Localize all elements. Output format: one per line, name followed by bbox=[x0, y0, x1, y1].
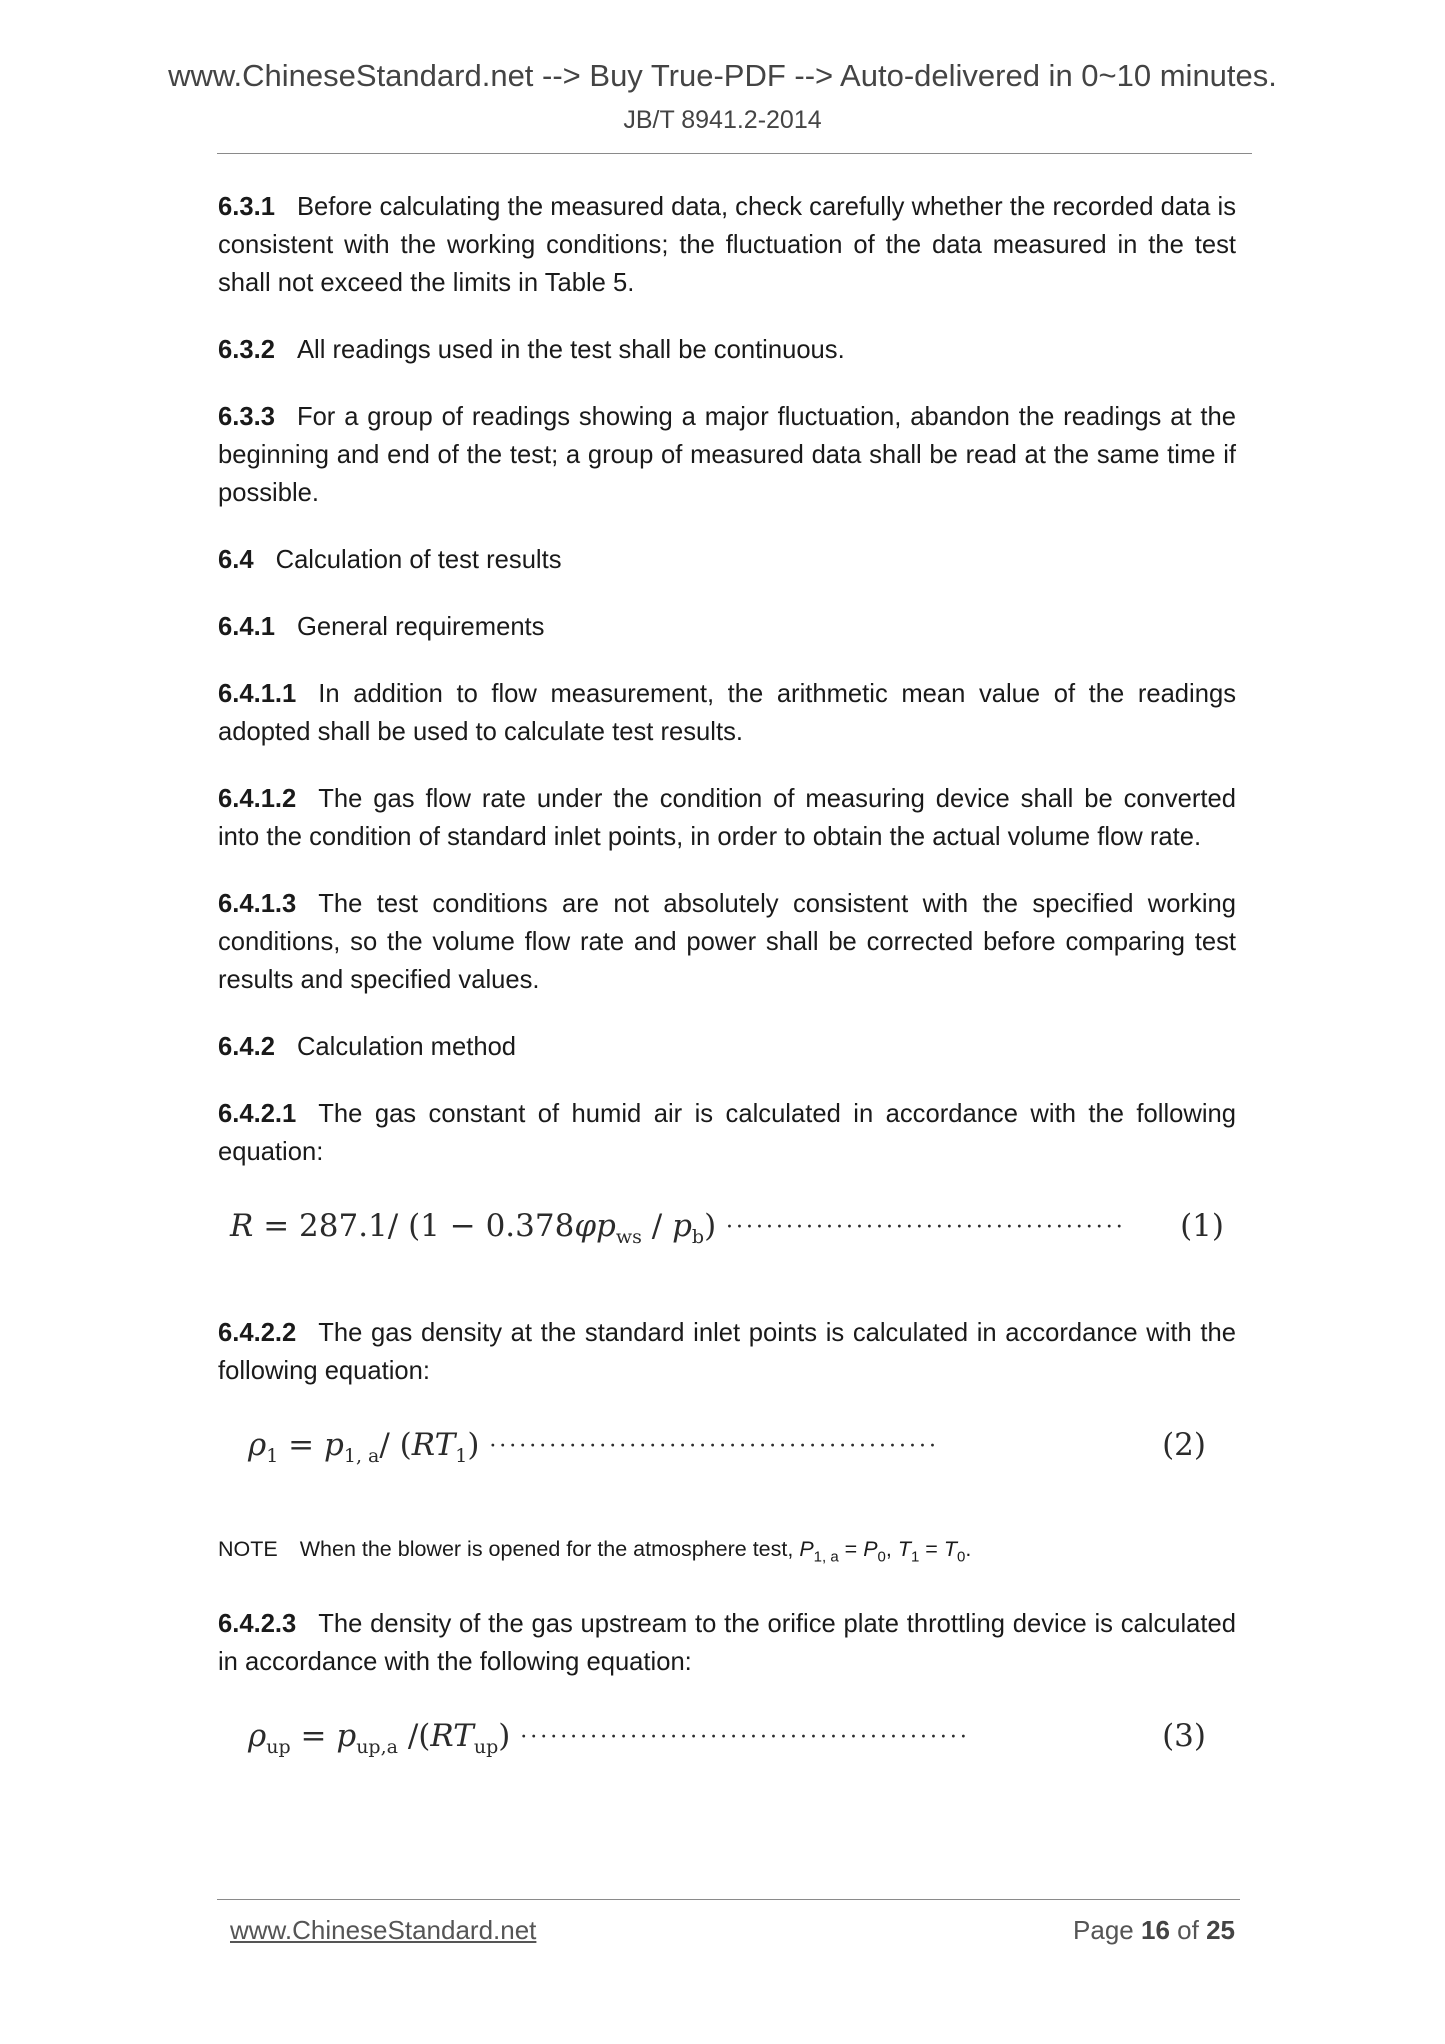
clause-number: 6.4.1.1 bbox=[218, 680, 297, 708]
clause-text: Calculation method bbox=[296, 1033, 517, 1061]
footer-divider bbox=[217, 1899, 1240, 1900]
standard-number: JB/T 8941.2-2014 bbox=[623, 106, 822, 134]
clause-6-3-3 bbox=[218, 398, 1236, 512]
clause-6-4-2-3 bbox=[218, 1605, 1236, 1681]
equation-2-expression: $\rho_1 = p_{1, a}/$ $(RT_1)$ ············································· bbox=[248, 1427, 940, 1468]
leader-dots: ········································ bbox=[726, 1215, 1126, 1240]
equation-3 bbox=[218, 1710, 1236, 1772]
clause-number: 6.4.1.3 bbox=[218, 890, 297, 918]
equation-1 bbox=[218, 1200, 1236, 1262]
clause-text: The gas density at the standard inlet points is calculated in accordance with the following equation: bbox=[218, 1319, 1236, 1385]
equation-2 bbox=[218, 1419, 1236, 1481]
clause-text: Before calculating the measured data, check carefully whether the recorded data is consistent with the working conditions; the fluctuation of the data measured in the test shall not exceed the limits in Table 5. bbox=[218, 193, 1236, 297]
note-text: When the blower is opened for the atmosphere test, bbox=[299, 1537, 794, 1561]
clause-text: The density of the gas upstream to the orifice plate throttling device is calculated in accordance with the following equation: bbox=[218, 1610, 1236, 1677]
equation-3-expression: $\rho_{up} = p_{up,a}$ $/(RT_{up})$ ············································· bbox=[248, 1718, 970, 1759]
clause-6-4-1-3 bbox=[218, 885, 1236, 999]
clause-text: All readings used in the test shall be continuous. bbox=[296, 336, 845, 364]
clause-number: 6.4.2.2 bbox=[218, 1319, 297, 1347]
clause-6-4-1 bbox=[218, 608, 1236, 646]
clause-6-4-1-2 bbox=[218, 780, 1236, 856]
clause-text: For a group of readings showing a major fluctuation, abandon the readings at the beginning and end of the test; a group of measured data shall be read at the same time if possible. bbox=[218, 403, 1236, 507]
clause-6-3-2 bbox=[218, 331, 1236, 369]
equation-number: (1) bbox=[1180, 1208, 1224, 1244]
clause-text: Calculation of test results bbox=[275, 546, 562, 574]
clause-number: 6.3.2 bbox=[218, 336, 275, 364]
equation-number: (2) bbox=[1162, 1427, 1206, 1463]
equation-number: (3) bbox=[1162, 1718, 1206, 1755]
leader-dots: ············································· bbox=[520, 1725, 970, 1751]
clause-6-4-1-1 bbox=[218, 675, 1236, 751]
clause-text: The gas flow rate under the condition of measuring device shall be converted into the condition of standard inlet points, in order to obtain the actual volume flow rate. bbox=[218, 785, 1236, 851]
clause-6-4 bbox=[218, 541, 1236, 579]
note-label: NOTE bbox=[218, 1537, 278, 1561]
page-prefix: Page bbox=[1073, 1915, 1134, 1945]
document-body bbox=[218, 188, 1236, 1824]
clause-number: 6.4 bbox=[218, 546, 254, 574]
header-divider bbox=[217, 153, 1252, 154]
clause-number: 6.4.1 bbox=[218, 613, 275, 641]
clause-text: In addition to flow measurement, the arithmetic mean value of the readings adopted shall be used to calculate test results. bbox=[218, 680, 1236, 746]
page-indicator bbox=[1073, 1915, 1235, 1946]
clause-6-4-2-1 bbox=[218, 1095, 1236, 1171]
page-total: 25 bbox=[1206, 1915, 1235, 1945]
clause-number: 6.4.2.1 bbox=[218, 1100, 297, 1128]
clause-6-4-2-2 bbox=[218, 1314, 1236, 1390]
clause-number: 6.3.1 bbox=[218, 193, 275, 221]
header-banner: www.ChineseStandard.net --> Buy True-PDF --> Auto-delivered in 0~10 minutes. bbox=[168, 58, 1277, 93]
clause-text: The test conditions are not absolutely consistent with the specified working conditions, so the volume flow rate and power shall be corrected before comparing test results and specified values. bbox=[218, 890, 1236, 994]
clause-number: 6.4.2 bbox=[218, 1033, 275, 1061]
footer-website-link[interactable]: www.ChineseStandard.net bbox=[230, 1915, 537, 1945]
page-current: 16 bbox=[1141, 1915, 1170, 1945]
clause-number: 6.3.3 bbox=[218, 403, 275, 431]
clause-text: The gas constant of humid air is calculated in accordance with the following equation: bbox=[218, 1100, 1236, 1166]
clause-text: General requirements bbox=[296, 613, 545, 641]
clause-number: 6.4.2.3 bbox=[218, 1610, 297, 1639]
note: NOTE When the blower is opened for the atmosphere test, $P_{1, a} = P_0$, $T_1 = T_0$. bbox=[218, 1537, 972, 1566]
equation-1-expression: R = 287.1/ $(1 - 0.378\varphi p_{ws} / p_b)$ ········································ bbox=[230, 1208, 1126, 1249]
clause-6-4-2 bbox=[218, 1028, 1236, 1066]
clause-number: 6.4.1.2 bbox=[218, 785, 297, 813]
leader-dots: ············································· bbox=[489, 1434, 940, 1459]
clause-6-3-1 bbox=[218, 188, 1236, 302]
page-of: of bbox=[1177, 1915, 1199, 1945]
